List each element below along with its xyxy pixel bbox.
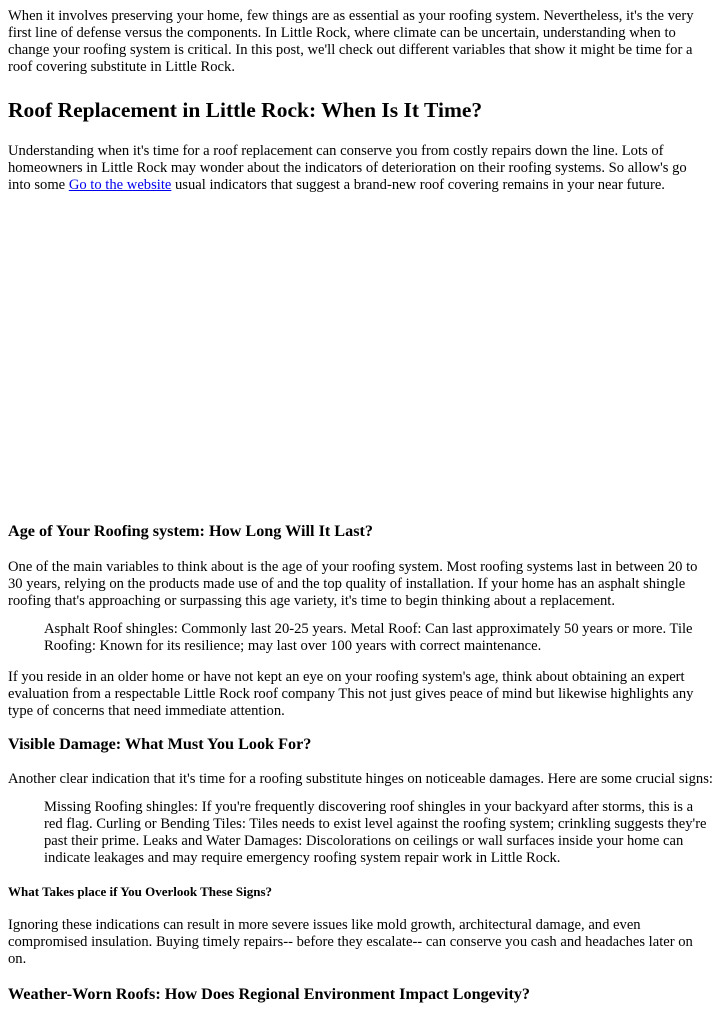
roof-lifespan-quote: Asphalt Roof shingles: Commonly last 20-25 years. Metal Roof: Can last approximately 50 years or more. Tile Roofing: Known for its resilience; may last over 100 years with correct maintenance. [44, 621, 693, 654]
website-link[interactable]: Go to the website [68, 177, 172, 193]
understanding-paragraph [8, 143, 713, 194]
intro-paragraph: When it involves preserving your home, few things are as essential as your roofing system. Nevertheless, it's the very first line of defense versus the components. In Little Rock, where climate can be uncertain, understanding when to change your roofing system is critical. In this post, we'll check out different variables that show it might be time for a roof covering substitute in Little Rock. [8, 8, 694, 75]
age-paragraph: One of the main variables to think about is the age of your roofing system. Most roofing systems last in between 20 to 30 years, relying on the products made use of and the top quality of installation. If your home has an asphalt shingle roofing that's approaching or surpassing this age variety, it's time to begin thinking about a replacement. [8, 559, 698, 609]
damage-signs-quote: Missing Roofing shingles: If you're frequently discovering roof shingles in your backyard after storms, this is a red flag. Curling or Bending Tiles: Tiles needs to exist level against the roofing system; crinkling suggests they're past their prime. Leaks and Water Damages: Discolorations on ceilings or wall surfaces inside your home can indicate leakages and may require emergency roofing system repair work in Little Rock. [44, 799, 707, 866]
understanding-text-after: usual indicators that suggest a brand-new roof covering remains in your near future. [171, 177, 665, 193]
age-heading: Age of Your Roofing system: How Long Will It Last? [8, 522, 373, 540]
page-title: Roof Replacement in Little Rock: When Is It Time? [8, 98, 483, 122]
visible-damage-paragraph: Another clear indication that it's time for a roofing substitute hinges on noticeable damages. Here are some crucial signs: [8, 771, 713, 787]
weather-heading: Weather-Worn Roofs: How Does Regional Environment Impact Longevity? [8, 985, 531, 1003]
visible-damage-heading: Visible Damage: What Must You Look For? [8, 735, 312, 753]
image-placeholder [8, 194, 713, 504]
overlook-heading: What Takes place if You Overlook These Signs? [8, 884, 273, 899]
understanding-text-before: Understanding when it's time for a roof replacement can conserve you from costly repairs down the line. Lots of homeowners in Little Rock may wonder about the indicators of deterioration on their roofing systems. So allow's go into some [8, 143, 687, 193]
article [0, 8, 720, 1004]
overlook-paragraph: Ignoring these indications can result in more severe issues like mold growth, architectural damage, and even compromised insulation. Buying timely repairs-- before they escalate-- can conserve you cash and headaches later on on. [8, 917, 693, 967]
older-home-paragraph: If you reside in an older home or have not kept an eye on your roofing system's age, think about obtaining an expert evaluation from a respectable Little Rock roof company This not just gives peace of mind but likewise highlights any type of concerns that need immediate attention. [8, 669, 694, 719]
